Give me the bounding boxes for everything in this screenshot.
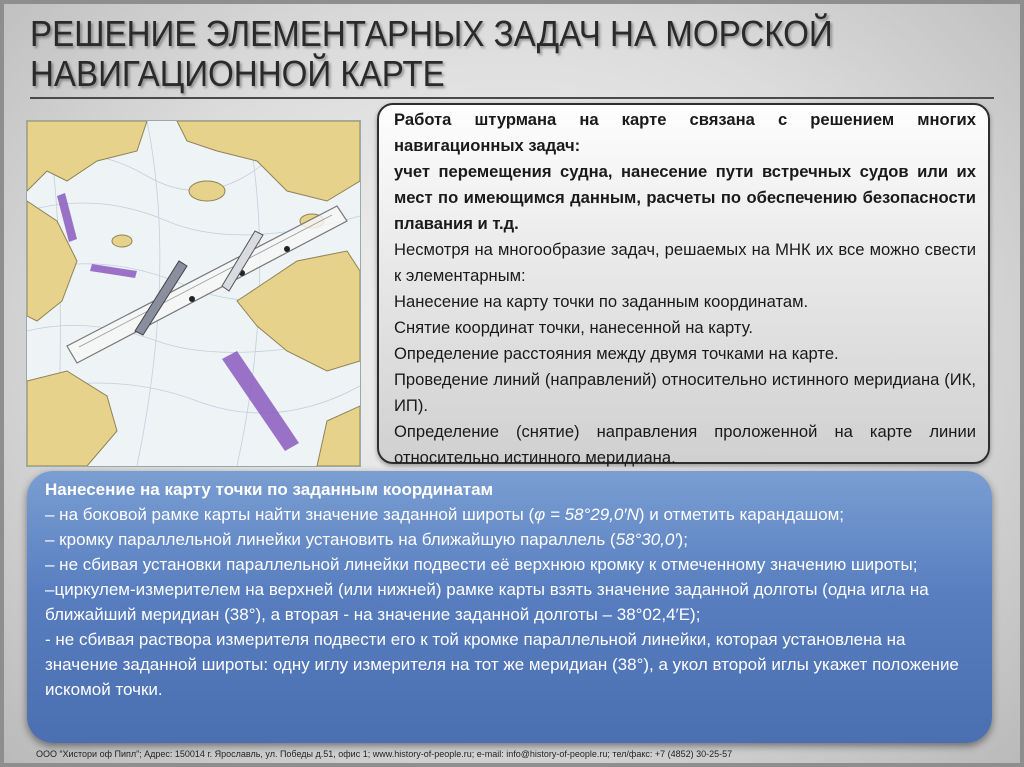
intro-bold-lead: Работа штурмана на карте связана с решением многих навигационных задач: bbox=[394, 110, 976, 155]
task-item-5: Определение (снятие) направления проложенной на карте линии относительно истинного меридиана. bbox=[394, 422, 976, 467]
task-item-1: Нанесение на карту точки по заданным координатам. bbox=[394, 292, 809, 311]
title-underline bbox=[30, 97, 994, 99]
procedure-step-1: – на боковой рамке карты найти значение заданной широты (φ = 58°29,0′N) и отметить карандашом; bbox=[45, 505, 844, 524]
title-line-1: РЕШЕНИЕ ЭЛЕМЕНТАРНЫХ ЗАДАЧ НА МОРСКОЙ bbox=[30, 13, 833, 54]
title-line-2: НАВИГАЦИОННОЙ КАРТЕ bbox=[30, 53, 445, 94]
procedure-step-3: – не сбивая установки параллельной линейки подвести её верхнюю кромку к отмеченному значению широты; bbox=[45, 555, 918, 574]
intro-text-box bbox=[377, 103, 990, 467]
slide-title bbox=[30, 14, 913, 94]
task-item-2: Снятие координат точки, нанесенной на карту. bbox=[394, 318, 753, 337]
task-item-3: Определение расстояния между двумя точками на карте. bbox=[394, 344, 839, 363]
procedure-step-4: –циркулем-измерителем на верхней (или нижней) рамке карты взять значение заданной долготы (одна игла на ближайший меридиан (38°), а вторая - на значение заданной долготы – 38°02,4′Е); bbox=[45, 580, 929, 624]
task-item-4: Проведение линий (направлений) относительно истинного меридиана (ИК, ИП). bbox=[394, 370, 976, 415]
nautical-chart-illustration bbox=[27, 121, 360, 466]
procedure-heading: Нанесение на карту точки по заданным координатам bbox=[45, 480, 494, 499]
nautical-chart-image bbox=[26, 120, 361, 467]
intro-bold-tasks: учет перемещения судна, нанесение пути встречных судов или их мест по имеющимся данным, расчеты по обеспечению безопасности плавания и т.д. bbox=[394, 162, 976, 233]
footer-contacts: ООО “Хистори оф Пипл”; Адрес: 150014 г. Ярославль, ул. Победы д.51, офис 1; www.history-of-people.ru; e-mail: info@history-of-people.ru; тел/факс: +7 (4852) 30-25-57 bbox=[36, 749, 733, 759]
intro-paragraph-1: Несмотря на многообразие задач, решаемых на МНК их все можно свести к элементарным: bbox=[394, 240, 976, 285]
procedure-step-5: - не сбивая раствора измерителя подвести его к той кромке параллельной линейки, которая установлена на значение заданной широты: одну иглу измерителя на тот же меридиан (38°), а укол второй иглы укажет положение искомой точки. bbox=[45, 630, 959, 699]
procedure-step-2: – кромку параллельной линейки установить на ближайшую параллель (58°30,0′); bbox=[45, 530, 688, 549]
procedure-box bbox=[27, 471, 992, 743]
